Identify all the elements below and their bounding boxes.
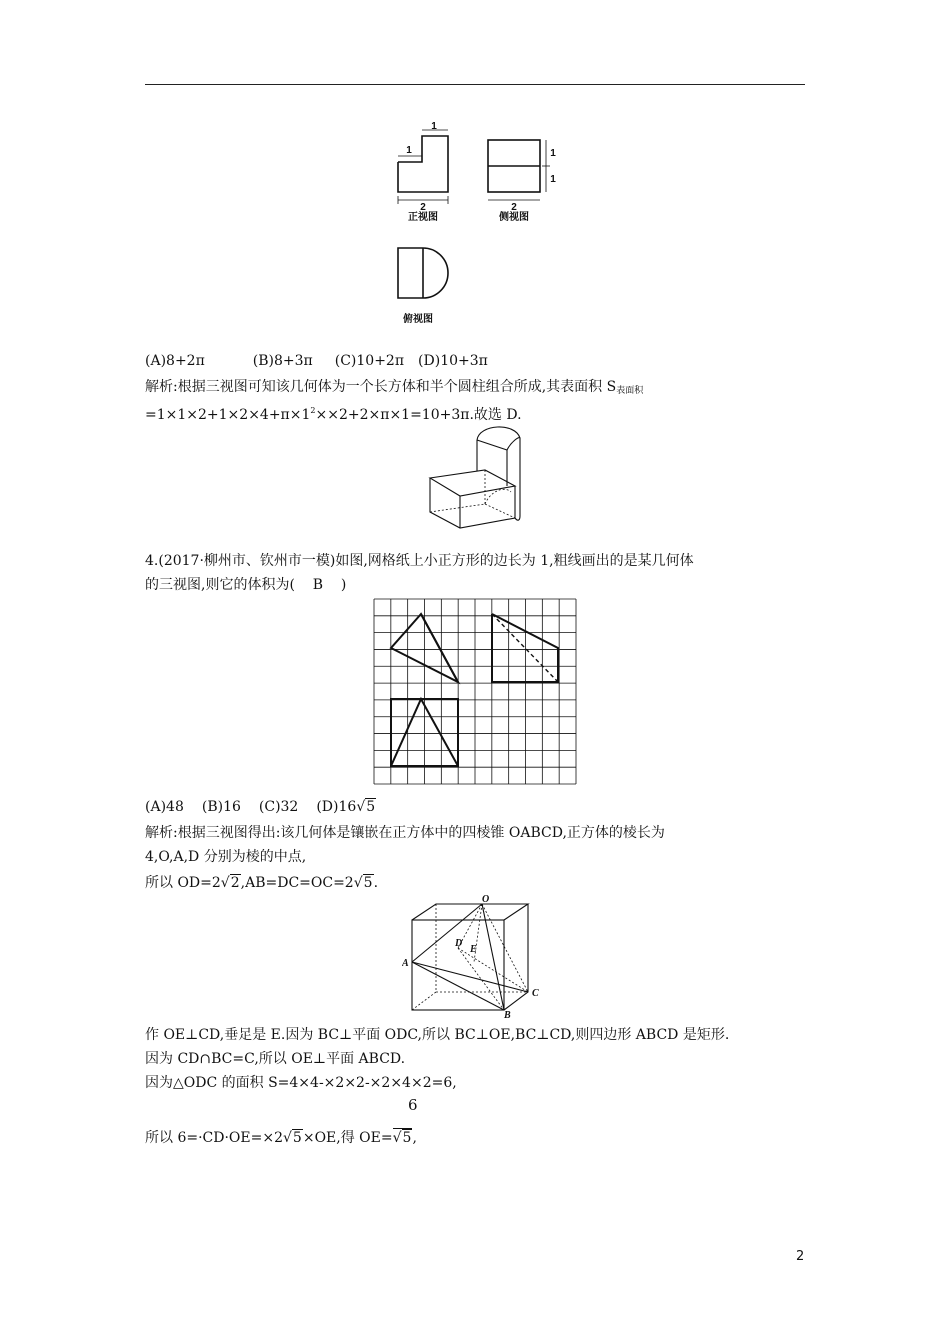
q4-option-b: (B)16 [201,799,241,815]
q4-analysis-line-5: 作 OE⊥CD,垂足是 E.因为 BC⊥平面 ODC,所以 BC⊥OE,BC⊥CD,则四边形 ABCD 是矩形. [145,1027,730,1043]
q3-option-d: (D)10+3π [418,353,488,369]
q4-option-a: (A)48 [145,799,184,815]
cube-label-c: C [532,988,539,999]
side-view-label: 侧视图 [499,212,529,223]
front-view-label: 正视图 [408,212,438,223]
cube-label-b: B [504,1010,511,1018]
q3-analysis-line-2: $=1\times 1\times 2+1\times 2\times 4+\pi\times 1^2\times\times 2+2\times\pi\times 1=10+3\pi$.故选 D. [145,406,522,423]
q3-analysis-line-1: 解析:根据三视图可知该几何体为一个长方体和半个圆柱组合所成,其表面积 $S_{表面积}$ [145,379,644,396]
header-rule [145,84,805,85]
page-number: 2 [796,1249,805,1264]
grid-three-view-figure [373,598,577,786]
cube-label-a: A [402,958,409,969]
q3-options [145,352,488,370]
cube-label-o: O [482,894,490,905]
solid-figure [425,420,535,535]
q4-analysis-line-3: 所以 OD=2√2,AB=DC=OC=2√5. [145,875,379,891]
q4-analysis-line-8: 所以 6=·CD·OE=×2√5×OE,得 OE=√5, [145,1130,417,1146]
q4-answer: B [312,577,324,593]
cube-pyramid-figure [402,892,552,1018]
q3-option-a: (A)8+2π [145,353,205,369]
q3-option-c: (C)10+2π [334,353,405,369]
top-view-label: 俯视图 [403,314,433,325]
q4-stem-line-2: 的三视图,则它的体积为( B ) [145,577,347,593]
dim-label: 1 [431,121,437,132]
q3-option-b: (B)8+3π [252,353,313,369]
q4-option-d: (D)16√5 [316,799,376,815]
dim-label: 1 [550,148,556,159]
cube-label-d: D [455,938,463,949]
q4-analysis-line-7: 因为△ODC 的面积 S=4×4-×2×2-×2×4×2=6, [145,1075,457,1091]
dim-label: 2 [511,202,517,213]
q4-analysis-line-2: 4,O,A,D 分别为棱的中点, [145,849,307,865]
q4-stem-line-1: 4.(2017·柳州市、钦州市一模)如图,网格纸上小正方形的边长为 1,粗线画出的是某几何体 [145,553,694,569]
dim-label: 2 [420,202,426,213]
dim-label: 1 [406,145,412,156]
q4-option-c: (C)32 [258,799,299,815]
q4-analysis-line-6: 因为 CD∩BC=C,所以 OE⊥平面 ABCD. [145,1051,406,1067]
three-view-figure-1 [390,120,570,335]
cube-label-e: E [470,944,477,955]
q4-analysis-line-1: 解析:根据三视图得出:该几何体是镶嵌在正方体中的四棱锥 OABCD,正方体的棱长为 [145,825,665,841]
q4-options [145,798,376,816]
fraction-numerator: 6 [408,1096,418,1114]
dim-label: 1 [550,174,556,185]
